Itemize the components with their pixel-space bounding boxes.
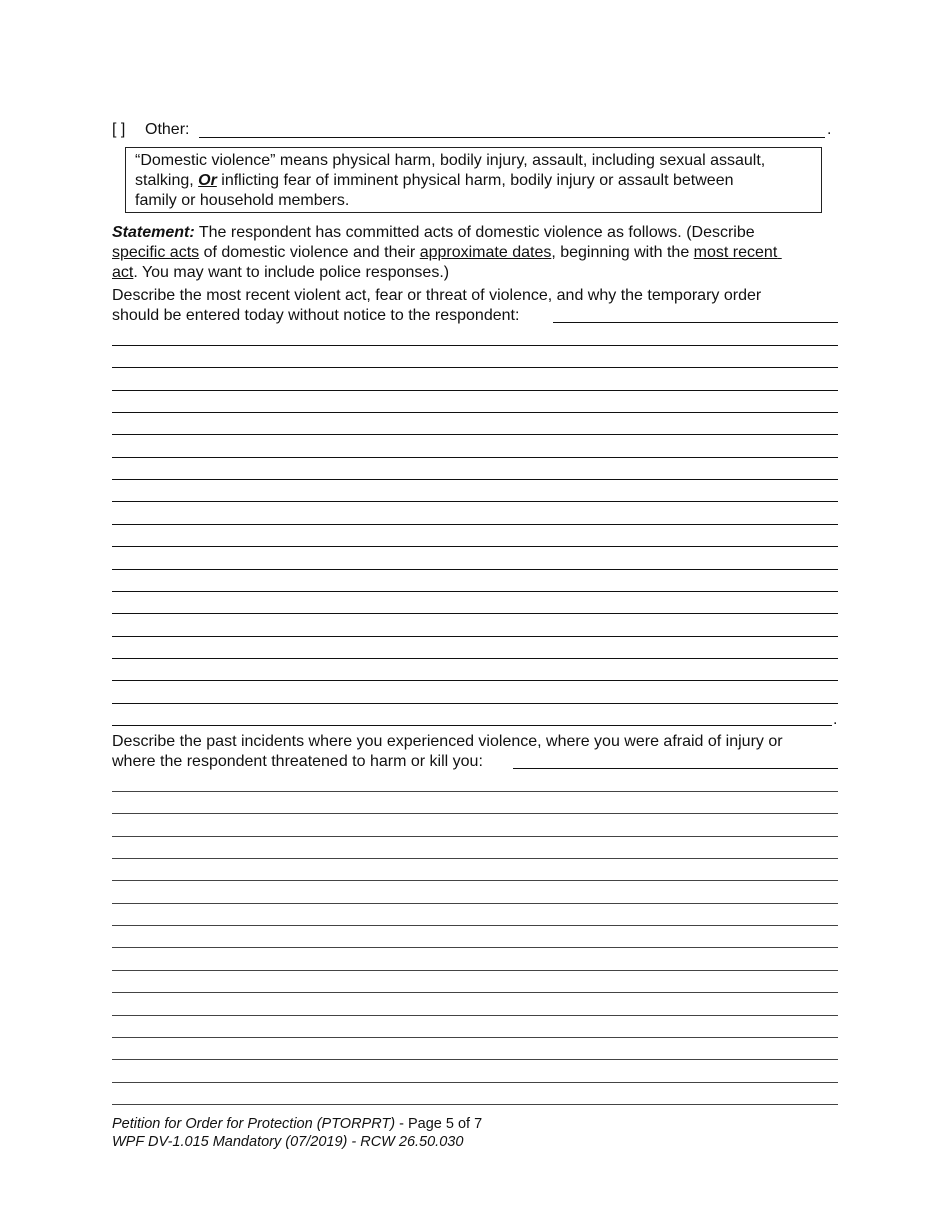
writing-line[interactable] [112, 345, 838, 346]
other-period: . [827, 121, 832, 138]
footer-page: - Page 5 of 7 [395, 1116, 483, 1132]
writing-line[interactable] [112, 546, 838, 547]
other-label: Other: [145, 121, 190, 138]
writing-line[interactable] [112, 836, 838, 837]
writing-line[interactable] [112, 367, 838, 368]
writing-line[interactable] [112, 903, 838, 904]
past-prompt-line-1: Describe the past incidents where you experienced violence, where you were afraid of injury or [112, 733, 783, 750]
definition-box [125, 147, 822, 213]
writing-line[interactable] [112, 524, 838, 525]
writing-line[interactable] [112, 925, 838, 926]
writing-line[interactable] [112, 636, 838, 637]
writing-line[interactable] [112, 1104, 838, 1105]
writing-line[interactable] [112, 412, 838, 413]
writing-line[interactable] [112, 613, 838, 614]
past-answer-line[interactable] [513, 768, 838, 769]
writing-line[interactable] [112, 725, 832, 726]
recent-answer-line[interactable] [553, 322, 838, 323]
writing-line[interactable] [112, 1082, 838, 1083]
writing-line[interactable] [112, 434, 838, 435]
writing-line[interactable] [112, 569, 838, 570]
writing-line[interactable] [112, 1015, 838, 1016]
checkbox-other[interactable]: [ ] [112, 121, 126, 138]
writing-line[interactable] [112, 880, 838, 881]
recent-prompt-line-2: should be entered today without notice to the respondent: [112, 307, 520, 324]
writing-line[interactable] [112, 390, 838, 391]
writing-line[interactable] [112, 703, 838, 704]
writing-line[interactable] [112, 457, 838, 458]
recent-end-period: . [833, 711, 838, 728]
writing-line[interactable] [112, 501, 838, 502]
past-prompt-line-2: where the respondent threatened to harm or kill you: [112, 753, 483, 770]
definition-line-2: stalking, Or inflicting fear of imminent physical harm, bodily injury or assault between [135, 172, 734, 189]
writing-line[interactable] [112, 680, 838, 681]
recent-prompt-line-1: Describe the most recent violent act, fear or threat of violence, and why the temporary order [112, 287, 762, 304]
statement-line-3: act. You may want to include police responses.) [112, 264, 450, 281]
writing-line[interactable] [112, 970, 838, 971]
statement-line-1: Statement: The respondent has committed acts of domestic violence as follows. (Describe [112, 224, 755, 241]
other-input-line[interactable] [199, 137, 825, 138]
statement-line-2: specific acts of domestic violence and their approximate dates, beginning with the most recent [112, 244, 778, 261]
footer-line-1 [112, 1115, 482, 1133]
writing-line[interactable] [112, 791, 838, 792]
definition-or: Or [198, 172, 217, 189]
writing-line[interactable] [112, 591, 838, 592]
statement-label: Statement: [112, 224, 195, 241]
footer-form: WPF DV-1.015 Mandatory (07/2019) - RCW 26.50.030 [112, 1134, 464, 1150]
definition-line-3: family or household members. [135, 192, 350, 209]
writing-line[interactable] [112, 479, 838, 480]
writing-line[interactable] [112, 813, 838, 814]
writing-line[interactable] [112, 1059, 838, 1060]
definition-line-1: “Domestic violence” means physical harm, bodily injury, assault, including sexual assault, [135, 152, 766, 169]
writing-line[interactable] [112, 1037, 838, 1038]
writing-line[interactable] [112, 858, 838, 859]
writing-line[interactable] [112, 947, 838, 948]
footer-title: Petition for Order for Protection (PTORPRT) [112, 1116, 396, 1132]
writing-line[interactable] [112, 992, 838, 993]
writing-line[interactable] [112, 658, 838, 659]
